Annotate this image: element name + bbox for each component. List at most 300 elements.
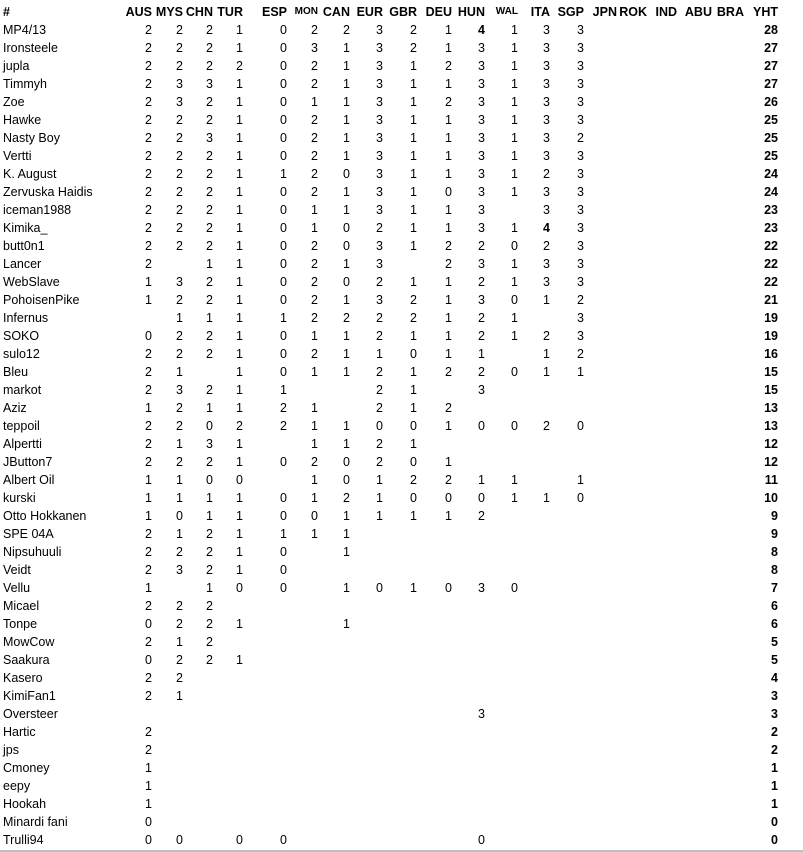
score-cell-chn: 2 [206, 383, 213, 397]
score-cell-mon: 1 [311, 491, 318, 505]
score-cell-sgp: 3 [577, 41, 584, 55]
score-cell-sgp: 3 [577, 113, 584, 127]
score-cell-jpn [584, 723, 617, 741]
score-cell-abu [677, 633, 712, 651]
total-cell: 25 [764, 113, 778, 127]
table-row [0, 201, 788, 219]
score-cell-rok [617, 651, 647, 669]
score-cell-ita [518, 651, 550, 669]
score-cell-can [318, 795, 350, 813]
score-cell-jpn [584, 489, 617, 507]
player-name: Hartic [3, 725, 36, 739]
score-cell-can [318, 399, 350, 417]
table-row [0, 291, 788, 309]
score-cell-abu [677, 777, 712, 795]
score-cell-deu: 0 [445, 581, 452, 595]
score-cell-bra [712, 705, 744, 723]
score-cell-aus: 2 [145, 77, 152, 91]
score-cell-can [318, 723, 350, 741]
player-name: Veidt [3, 563, 31, 577]
score-cell-hun: 2 [478, 239, 485, 253]
score-cell-tur: 0 [236, 473, 243, 487]
score-cell-mon [287, 831, 318, 849]
score-cell-aus: 2 [145, 347, 152, 361]
total-cell: 8 [771, 545, 778, 559]
score-cell-hun [452, 723, 485, 741]
score-cell-deu: 2 [445, 473, 452, 487]
score-cell-gbr [383, 669, 417, 687]
score-cell-aus: 2 [145, 59, 152, 73]
score-cell-hun [452, 795, 485, 813]
score-cell-can [318, 759, 350, 777]
table-header [0, 2, 788, 21]
score-cell-mon [287, 723, 318, 741]
score-cell-can [318, 741, 350, 759]
score-cell-chn [183, 363, 213, 381]
score-cell-sgp: 3 [577, 149, 584, 163]
score-cell-eur [350, 525, 383, 543]
score-cell-rok [617, 615, 647, 633]
total-cell: 15 [764, 383, 778, 397]
score-cell-mon: 2 [311, 59, 318, 73]
total-cell: 26 [764, 95, 778, 109]
score-cell-deu: 1 [445, 275, 452, 289]
score-cell-ita: 3 [543, 185, 550, 199]
score-cell-mon: 1 [311, 329, 318, 343]
score-cell-esp [243, 723, 287, 741]
score-cell-esp: 0 [280, 95, 287, 109]
score-cell-ind [647, 489, 677, 507]
score-cell-aus: 2 [145, 671, 152, 685]
score-cell-can: 0 [343, 167, 350, 181]
score-cell-tur [213, 597, 243, 615]
score-cell-tur: 1 [236, 527, 243, 541]
score-cell-deu [417, 381, 452, 399]
score-cell-ind [647, 399, 677, 417]
score-cell-abu [677, 489, 712, 507]
score-cell-abu [677, 39, 712, 57]
table-row [0, 183, 788, 201]
score-cell-ind [647, 129, 677, 147]
score-cell-gbr: 1 [410, 131, 417, 145]
score-cell-eur: 2 [376, 275, 383, 289]
score-cell-mon [287, 669, 318, 687]
player-name: Kasero [3, 671, 43, 685]
score-cell-sgp [550, 795, 584, 813]
score-cell-mys: 0 [176, 833, 183, 847]
score-cell-abu [677, 93, 712, 111]
score-cell-can: 1 [343, 257, 350, 271]
score-cell-esp: 0 [280, 23, 287, 37]
score-cell-jpn [584, 363, 617, 381]
score-cell-gbr: 1 [410, 203, 417, 217]
score-cell-hun: 3 [478, 59, 485, 73]
score-cell-wal: 0 [511, 419, 518, 433]
score-cell-hun: 1 [478, 347, 485, 361]
score-cell-bra [712, 21, 744, 39]
score-cell-gbr: 2 [410, 41, 417, 55]
score-cell-esp: 2 [280, 419, 287, 433]
score-cell-rok [617, 75, 647, 93]
score-cell-aus: 2 [145, 41, 152, 55]
score-cell-jpn [584, 111, 617, 129]
score-cell-sgp [550, 687, 584, 705]
score-cell-mys: 2 [176, 167, 183, 181]
score-cell-tur: 1 [236, 545, 243, 559]
score-cell-can: 1 [343, 347, 350, 361]
score-cell-hun: 3 [478, 113, 485, 127]
score-cell-bra [712, 615, 744, 633]
score-cell-esp [243, 741, 287, 759]
score-cell-bra [712, 129, 744, 147]
score-cell-aus: 2 [145, 149, 152, 163]
score-cell-jpn [584, 669, 617, 687]
score-cell-can: 1 [343, 617, 350, 631]
score-cell-abu [677, 831, 712, 849]
score-cell-deu [417, 777, 452, 795]
player-name: iceman1988 [3, 203, 72, 217]
score-cell-sgp: 3 [577, 95, 584, 109]
score-cell-mon [287, 795, 318, 813]
score-cell-gbr [383, 759, 417, 777]
table-row [0, 543, 788, 561]
score-cell-bra [712, 273, 744, 291]
score-cell-rok [617, 471, 647, 489]
score-cell-hun: 2 [478, 311, 485, 325]
score-cell-deu: 1 [445, 293, 452, 307]
score-cell-esp: 0 [280, 455, 287, 469]
score-cell-abu [677, 345, 712, 363]
score-cell-wal [485, 813, 518, 831]
score-cell-mys [152, 255, 183, 273]
player-name: PohoisenPike [3, 293, 80, 307]
score-cell-gbr: 0 [410, 455, 417, 469]
score-cell-abu [677, 759, 712, 777]
score-cell-jpn [584, 687, 617, 705]
score-cell-sgp: 3 [577, 203, 584, 217]
player-name: Infernus [3, 311, 49, 325]
score-cell-aus: 1 [145, 761, 152, 775]
score-cell-eur: 3 [376, 41, 383, 55]
score-cell-jpn [584, 165, 617, 183]
score-cell-aus: 2 [145, 23, 152, 37]
score-cell-ind [647, 777, 677, 795]
score-cell-can: 2 [343, 311, 350, 325]
score-cell-hun: 3 [478, 221, 485, 235]
score-cell-esp: 0 [280, 347, 287, 361]
score-cell-esp: 0 [280, 293, 287, 307]
score-cell-gbr [383, 633, 417, 651]
score-cell-abu [677, 201, 712, 219]
score-cell-mon: 2 [311, 149, 318, 163]
score-cell-tur [213, 795, 243, 813]
score-cell-chn: 1 [206, 401, 213, 415]
score-cell-jpn [584, 615, 617, 633]
score-cell-rok [617, 201, 647, 219]
score-cell-hun: 4 [478, 23, 485, 37]
score-cell-gbr [383, 705, 417, 723]
score-cell-ita: 1 [543, 491, 550, 505]
score-cell-rok [617, 759, 647, 777]
score-cell-mon: 3 [311, 41, 318, 55]
score-cell-ind [647, 831, 677, 849]
score-cell-chn [183, 777, 213, 795]
score-cell-can: 1 [343, 329, 350, 343]
score-cell-ind [647, 75, 677, 93]
score-cell-gbr: 1 [410, 221, 417, 235]
score-cell-mys: 1 [176, 527, 183, 541]
score-cell-ind [647, 687, 677, 705]
score-cell-ind [647, 633, 677, 651]
score-cell-mon: 1 [311, 365, 318, 379]
score-cell-abu [677, 435, 712, 453]
score-cell-abu [677, 273, 712, 291]
score-cell-gbr: 1 [410, 77, 417, 91]
score-cell-bra [712, 795, 744, 813]
table-row [0, 327, 788, 345]
column-header-deu: DEU [425, 5, 452, 19]
score-cell-bra [712, 777, 744, 795]
score-cell-wal: 1 [511, 311, 518, 325]
score-cell-can: 1 [343, 149, 350, 163]
total-cell: 25 [764, 149, 778, 163]
score-cell-deu: 2 [445, 95, 452, 109]
score-cell-jpn [584, 471, 617, 489]
score-cell-aus: 1 [145, 797, 152, 811]
score-cell-bra [712, 291, 744, 309]
score-cell-wal [485, 507, 518, 525]
score-cell-chn: 2 [206, 239, 213, 253]
score-cell-aus: 2 [145, 365, 152, 379]
score-cell-ind [647, 417, 677, 435]
score-cell-sgp: 3 [577, 275, 584, 289]
score-cell-rok [617, 435, 647, 453]
score-cell-can: 1 [343, 581, 350, 595]
score-cell-can: 1 [343, 77, 350, 91]
score-cell-eur [350, 831, 383, 849]
score-cell-wal: 1 [511, 149, 518, 163]
score-cell-rok [617, 597, 647, 615]
score-cell-chn [183, 831, 213, 849]
score-cell-bra [712, 39, 744, 57]
score-cell-sgp [550, 399, 584, 417]
score-cell-ind [647, 309, 677, 327]
score-cell-chn: 2 [206, 41, 213, 55]
total-cell: 7 [771, 581, 778, 595]
score-cell-sgp: 0 [577, 419, 584, 433]
score-cell-ind [647, 435, 677, 453]
score-cell-rok [617, 831, 647, 849]
score-cell-aus: 0 [145, 329, 152, 343]
score-cell-deu [417, 741, 452, 759]
score-cell-ita: 3 [543, 113, 550, 127]
score-cell-esp [243, 435, 287, 453]
column-header-chn: CHN [185, 5, 213, 19]
score-cell-can [318, 777, 350, 795]
score-cell-mys: 2 [176, 347, 183, 361]
score-cell-rok [617, 795, 647, 813]
score-cell-can [318, 381, 350, 399]
score-cell-mys: 2 [176, 131, 183, 145]
score-cell-can: 0 [343, 239, 350, 253]
score-cell-can [318, 831, 350, 849]
score-cell-gbr [383, 651, 417, 669]
score-cell-sgp: 3 [577, 23, 584, 37]
score-cell-ita [518, 525, 550, 543]
score-cell-bra [712, 93, 744, 111]
table-row [0, 471, 788, 489]
score-cell-eur [350, 741, 383, 759]
score-cell-mys [152, 723, 183, 741]
score-cell-mys: 2 [176, 329, 183, 343]
score-cell-bra [712, 237, 744, 255]
score-cell-wal [485, 651, 518, 669]
score-cell-ita: 3 [543, 203, 550, 217]
score-cell-wal [485, 705, 518, 723]
score-cell-can: 2 [343, 491, 350, 505]
score-cell-esp: 0 [280, 203, 287, 217]
score-cell-tur: 2 [236, 59, 243, 73]
score-cell-deu: 0 [445, 185, 452, 199]
total-cell: 12 [764, 437, 778, 451]
table-row [0, 795, 788, 813]
score-cell-tur: 1 [236, 293, 243, 307]
score-cell-eur: 3 [376, 77, 383, 91]
score-cell-sgp: 3 [577, 221, 584, 235]
score-cell-gbr [383, 561, 417, 579]
score-cell-hun: 1 [478, 473, 485, 487]
total-cell: 11 [764, 473, 778, 487]
score-cell-rok [617, 453, 647, 471]
score-cell-mys [152, 741, 183, 759]
score-cell-eur: 3 [376, 23, 383, 37]
score-cell-hun [452, 453, 485, 471]
column-header-eur: EUR [356, 5, 383, 19]
score-cell-rok [617, 579, 647, 597]
score-cell-deu: 2 [445, 365, 452, 379]
score-cell-wal [485, 201, 518, 219]
score-cell-ita: 3 [543, 275, 550, 289]
score-cell-jpn [584, 435, 617, 453]
score-cell-mys: 2 [176, 221, 183, 235]
score-cell-ita: 3 [543, 95, 550, 109]
score-cell-ita [518, 723, 550, 741]
score-cell-gbr: 1 [410, 185, 417, 199]
score-cell-hun [452, 777, 485, 795]
score-cell-ita: 2 [543, 419, 550, 433]
score-cell-eur [350, 723, 383, 741]
score-cell-ita [518, 399, 550, 417]
score-cell-mys: 2 [176, 203, 183, 217]
total-cell: 21 [764, 293, 778, 307]
score-cell-tur: 1 [236, 149, 243, 163]
score-cell-jpn [584, 543, 617, 561]
score-cell-tur: 1 [236, 131, 243, 145]
table-row [0, 75, 788, 93]
table-row [0, 255, 788, 273]
score-cell-abu [677, 75, 712, 93]
score-cell-rok [617, 21, 647, 39]
score-cell-bra [712, 813, 744, 831]
score-cell-tur: 1 [236, 509, 243, 523]
column-header-can: CAN [322, 5, 350, 19]
score-cell-deu: 1 [445, 77, 452, 91]
score-cell-tur [213, 813, 243, 831]
score-cell-wal [485, 615, 518, 633]
score-cell-rok [617, 327, 647, 345]
score-cell-deu: 1 [445, 419, 452, 433]
table-row [0, 813, 788, 831]
score-cell-esp: 0 [280, 563, 287, 577]
score-cell-ita: 3 [543, 41, 550, 55]
score-cell-can [318, 705, 350, 723]
total-cell: 3 [771, 689, 778, 703]
score-cell-bra [712, 525, 744, 543]
score-cell-chn: 1 [206, 509, 213, 523]
score-cell-sgp: 3 [577, 185, 584, 199]
score-cell-bra [712, 759, 744, 777]
score-cell-gbr: 1 [410, 437, 417, 451]
score-cell-wal: 1 [511, 41, 518, 55]
score-cell-mon: 2 [311, 167, 318, 181]
score-cell-jpn [584, 327, 617, 345]
score-cell-bra [712, 165, 744, 183]
score-cell-aus: 2 [145, 455, 152, 469]
score-cell-ind [647, 507, 677, 525]
score-cell-rok [617, 219, 647, 237]
score-cell-can: 1 [343, 113, 350, 127]
score-cell-mys: 1 [176, 689, 183, 703]
score-cell-eur: 2 [376, 311, 383, 325]
column-header-hun: HUN [457, 5, 485, 19]
total-cell: 15 [764, 365, 778, 379]
score-cell-aus: 2 [145, 527, 152, 541]
table-row [0, 525, 788, 543]
score-cell-jpn [584, 759, 617, 777]
score-cell-esp: 0 [280, 131, 287, 145]
score-cell-jpn [584, 813, 617, 831]
score-cell-ita [518, 831, 550, 849]
score-cell-ind [647, 219, 677, 237]
score-cell-sgp [550, 543, 584, 561]
score-cell-mys: 2 [176, 113, 183, 127]
score-cell-chn: 2 [206, 185, 213, 199]
score-cell-mon: 1 [311, 401, 318, 415]
score-cell-esp: 0 [280, 59, 287, 73]
score-cell-mon: 2 [311, 311, 318, 325]
score-cell-sgp [550, 561, 584, 579]
score-cell-chn [183, 759, 213, 777]
score-cell-can: 1 [343, 41, 350, 55]
score-cell-gbr: 2 [410, 293, 417, 307]
score-cell-chn [183, 813, 213, 831]
score-cell-rok [617, 543, 647, 561]
table-row [0, 21, 788, 39]
score-cell-chn: 2 [206, 527, 213, 541]
score-cell-rok [617, 237, 647, 255]
score-cell-abu [677, 651, 712, 669]
score-cell-eur: 2 [376, 455, 383, 469]
score-cell-wal [485, 561, 518, 579]
score-cell-mys: 2 [176, 671, 183, 685]
score-cell-tur: 1 [236, 275, 243, 289]
score-cell-esp [243, 687, 287, 705]
score-cell-rok [617, 813, 647, 831]
score-cell-mon: 1 [311, 95, 318, 109]
score-cell-aus: 2 [145, 95, 152, 109]
score-cell-hun: 3 [478, 41, 485, 55]
score-cell-wal [485, 597, 518, 615]
